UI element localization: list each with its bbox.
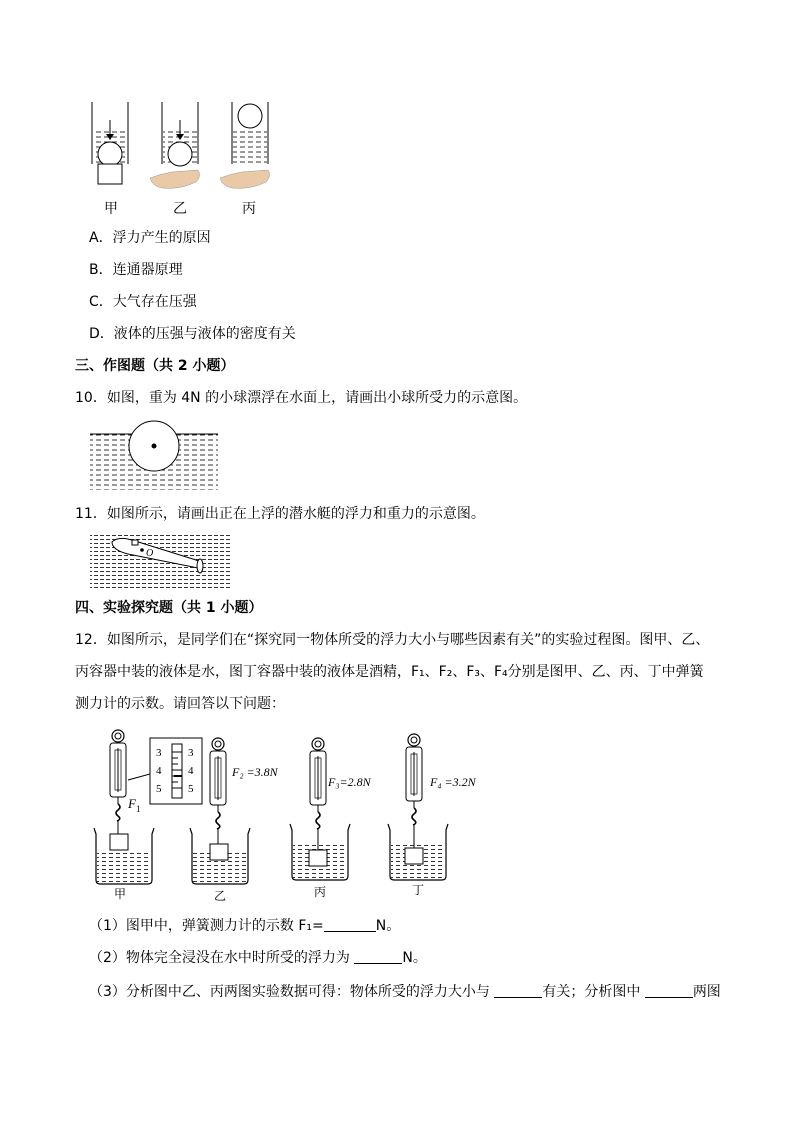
- setup-jia: [94, 730, 154, 884]
- submarine-point-label: O: [146, 548, 154, 559]
- fig-label-jia: 甲: [104, 201, 118, 217]
- q9-option-b: B．连通器原理: [89, 262, 183, 278]
- section-3-title: 三、作图题（共 2 小题）: [75, 358, 235, 374]
- f4-label: F₄ =3.2N: [430, 775, 476, 789]
- q12-sub-1-unit: N。: [375, 918, 401, 934]
- fig-label-yi: 乙: [173, 201, 187, 217]
- setup-ding: [388, 734, 448, 880]
- f1-label: F: [128, 796, 136, 811]
- tube-bing: [220, 102, 270, 188]
- scale-zoom-callout: [128, 738, 202, 804]
- beaker-label-yi: 乙: [214, 889, 227, 903]
- section-4-title: 四、实验探究题（共 1 小题）: [75, 600, 263, 616]
- q9-option-c: C．大气存在压强: [89, 294, 197, 310]
- f3-label: F₃=2.8N: [328, 775, 371, 789]
- q10-text: 10．如图，重为 4N 的小球漂浮在水面上，请画出小球所受力的示意图。: [75, 390, 528, 406]
- zoom-tick-3-left: 3: [156, 747, 162, 759]
- f2-label: F₂ =3.8N: [232, 765, 278, 779]
- zoom-tick-4-right: 4: [188, 765, 194, 777]
- fig-label-bing: 丙: [242, 201, 256, 217]
- zoom-tick-4-left: 4: [156, 765, 162, 777]
- beaker-label-bing: 丙: [314, 885, 327, 899]
- q12-line-2: 丙容器中装的液体是水，图丁容器中装的液体是酒精，F₁、F₂、F₃、F₄分别是图甲、乙、丙、丁中弹簧: [75, 664, 704, 680]
- q11-figure: [88, 530, 232, 592]
- answer-blank-factor[interactable]: [494, 983, 542, 998]
- tube-jia: [92, 102, 128, 184]
- q12-sub-3-text-a: （3）分析图中乙、丙两图实验数据可得：物体所受的浮力大小与: [89, 984, 495, 1000]
- q12-line-3: 测力计的示数。请回答以下问题：: [75, 696, 285, 712]
- submarine-diagram: [88, 530, 232, 592]
- answer-blank-buoyancy[interactable]: [354, 949, 402, 964]
- beaker-label-jia: 甲: [114, 887, 127, 901]
- q12-line-1: 12．如图所示，是同学们在“探究同一物体所受的浮力大小与哪些因素有关”的实验过程图。图甲、乙、: [75, 632, 710, 648]
- q12-sub-3: [89, 982, 721, 1002]
- q12-sub-1-text: （1）图甲中，弹簧测力计的示数 F₁=: [89, 918, 324, 934]
- q12-sub-2-text: （2）物体完全浸没在水中时所受的浮力为: [89, 950, 355, 966]
- floating-ball-diagram: [88, 418, 220, 494]
- f1-subscript: 1: [136, 804, 141, 814]
- tube-yi: [150, 102, 200, 188]
- zoom-tick-5-right: 5: [188, 783, 194, 795]
- q9-option-d: D．液体的压强与液体的密度有关: [89, 326, 296, 342]
- q12-sub-3-text-b: 有关；分析图中: [542, 984, 645, 1000]
- answer-blank-figures[interactable]: [645, 983, 693, 998]
- answer-blank-f1[interactable]: [324, 917, 376, 932]
- q12-sub-2: [89, 948, 427, 968]
- setup-bing: [290, 738, 350, 880]
- q11-text: 11．如图所示，请画出正在上浮的潜水艇的浮力和重力的示意图。: [75, 506, 485, 522]
- q10-figure: [88, 418, 220, 494]
- zoom-tick-5-left: 5: [156, 783, 162, 795]
- spring-scale-experiment: [88, 728, 508, 908]
- beaker-label-ding: 丁: [412, 883, 425, 897]
- q12-sub-1: [89, 916, 400, 936]
- zoom-tick-3-right: 3: [188, 747, 194, 759]
- q12-figure: [88, 728, 508, 908]
- q9-option-a: A．浮力产生的原因: [89, 230, 211, 246]
- q12-sub-3-text-c: 两图: [692, 984, 721, 1000]
- q12-sub-2-unit: N。: [402, 950, 427, 966]
